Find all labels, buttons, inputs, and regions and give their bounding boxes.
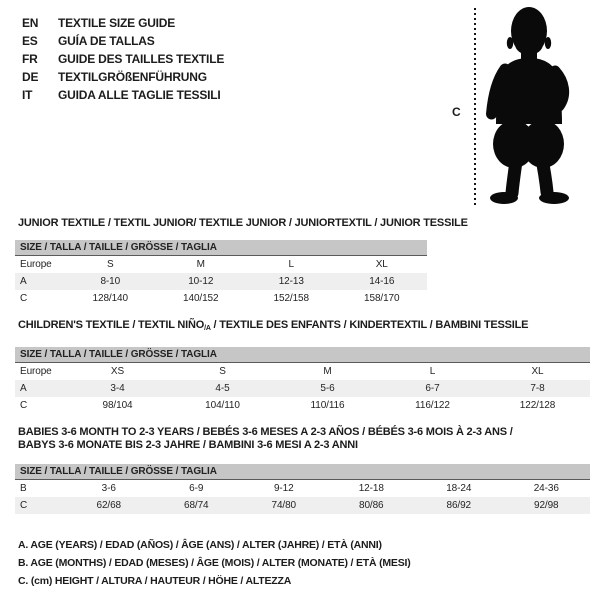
age-cell: 12-18	[358, 483, 384, 494]
language-row-fr	[22, 50, 224, 68]
row-label: C	[20, 500, 28, 511]
height-cell: 128/140	[92, 293, 128, 304]
height-cell: 80/86	[358, 500, 384, 511]
table-row	[15, 290, 427, 307]
babies-table-title	[18, 426, 588, 452]
height-c-label: C	[452, 105, 461, 119]
table-row	[15, 256, 427, 273]
babies-size-table	[15, 464, 590, 514]
size-cell: L	[429, 366, 436, 377]
junior-size-table	[15, 240, 427, 307]
size-cell: M	[323, 366, 332, 377]
language-row-it	[22, 86, 224, 104]
height-cell: 110/116	[310, 400, 345, 411]
legend-line-b: B. AGE (MONTHS) / EDAD (MESES) / ÂGE (MOIS) / ALTER (MONATE) / ETÀ (MESI)	[18, 557, 411, 569]
height-cell: 140/152	[183, 293, 219, 304]
row-label: C	[20, 400, 28, 411]
babies-title-line1: BABIES 3-6 MONTH TO 2-3 YEARS / BEBÉS 3-6 MESES A 2-3 AÑOS / BÉBÉS 3-6 MOIS À 2-3 ANS /	[18, 426, 513, 438]
junior-table-title: JUNIOR TEXTILE / TEXTIL JUNIOR/ TEXTILE JUNIOR / JUNIORTEXTIL / JUNIOR TESSILE	[18, 217, 468, 229]
height-cell: 74/80	[271, 500, 297, 511]
age-cell: 24-36	[533, 483, 559, 494]
language-list	[22, 14, 224, 104]
row-label: A	[20, 276, 27, 287]
height-cell: 62/68	[96, 500, 122, 511]
language-code: DE	[22, 70, 39, 84]
size-header-bar: SIZE / TALLA / TAILLE / GRÖSSE / TAGLIA	[15, 464, 590, 480]
row-label: A	[20, 383, 27, 394]
height-dotted-line	[474, 8, 476, 208]
size-cell: XL	[531, 366, 544, 377]
height-cell: 68/74	[183, 500, 209, 511]
table-row	[15, 273, 427, 290]
children-table-title	[18, 319, 588, 335]
row-label: Europe	[20, 366, 52, 377]
babies-title-line2: BABYS 3-6 MONATE BIS 2-3 JAHRE / BAMBINI 3-6 MESI A 2-3 ANNI	[18, 439, 358, 451]
language-title: GUIDE DES TAILLES TEXTILE	[58, 52, 225, 66]
size-header-bar: SIZE / TALLA / TAILLE / GRÖSSE / TAGLIA	[15, 240, 427, 256]
age-cell: 8-10	[100, 276, 121, 287]
size-cell: XS	[110, 366, 125, 377]
language-title: GUÍA DE TALLAS	[58, 34, 155, 48]
legend-line-c: C. (cm) HEIGHT / ALTURA / HAUTEUR / HÖHE / ALTEZZA	[18, 575, 292, 587]
age-cell: 12-13	[278, 276, 304, 287]
size-cell: XL	[375, 259, 388, 270]
age-cell: 14-16	[369, 276, 395, 287]
height-cell: 122/128	[519, 400, 556, 411]
age-cell: 3-6	[101, 483, 116, 494]
size-cell: S	[219, 366, 226, 377]
height-cell: 158/170	[364, 293, 400, 304]
row-label: C	[20, 293, 28, 304]
row-label: B	[20, 483, 27, 494]
size-cell: S	[106, 259, 114, 270]
age-cell: 3-4	[110, 383, 125, 394]
height-cell: 116/122	[415, 400, 450, 411]
age-cell: 9-12	[273, 483, 294, 494]
age-cell: 10-12	[188, 276, 214, 287]
language-code: FR	[22, 52, 38, 66]
height-cell: 98/104	[102, 400, 133, 411]
height-cell: 86/92	[446, 500, 472, 511]
language-title: GUIDA ALLE TAGLIE TESSILI	[58, 88, 221, 102]
size-header-bar: SIZE / TALLA / TAILLE / GRÖSSE / TAGLIA	[15, 347, 590, 363]
baby-silhouette	[484, 4, 596, 208]
age-cell: 6-9	[189, 483, 204, 494]
size-cell: M	[196, 259, 205, 270]
height-cell: 92/98	[533, 500, 559, 511]
table-row	[15, 380, 590, 397]
size-cell: L	[288, 259, 294, 270]
language-code: EN	[22, 16, 39, 30]
table-row	[15, 497, 590, 514]
height-cell: 152/158	[273, 293, 309, 304]
language-code: IT	[22, 88, 33, 102]
legend-line-a: A. AGE (YEARS) / EDAD (AÑOS) / ÂGE (ANS) / ALTER (JAHRE) / ETÀ (ANNI)	[18, 539, 382, 551]
age-cell: 5-6	[320, 383, 335, 394]
children-title-rest: / TEXTILE DES ENFANTS / KINDERTEXTIL / BAMBINI TESSILE	[210, 319, 529, 331]
language-code: ES	[22, 34, 38, 48]
age-cell: 6-7	[425, 383, 440, 394]
row-label: Europe	[20, 259, 52, 270]
children-size-table	[15, 347, 590, 414]
table-row	[15, 480, 590, 497]
language-row-en	[22, 14, 224, 32]
children-title-subscript: /A	[204, 325, 211, 332]
language-row-es	[22, 32, 224, 50]
table-row	[15, 363, 590, 380]
language-title: TEXTILGRÖßENFÜHRUNG	[58, 70, 207, 84]
table-row	[15, 397, 590, 414]
age-cell: 18-24	[446, 483, 472, 494]
age-cell: 4-5	[215, 383, 230, 394]
children-title-main: CHILDREN'S TEXTILE / TEXTIL NIÑO	[18, 319, 205, 331]
height-cell: 104/110	[205, 400, 240, 411]
age-cell: 7-8	[530, 383, 545, 394]
language-title: TEXTILE SIZE GUIDE	[58, 16, 176, 30]
legend	[18, 536, 411, 590]
language-row-de	[22, 68, 224, 86]
